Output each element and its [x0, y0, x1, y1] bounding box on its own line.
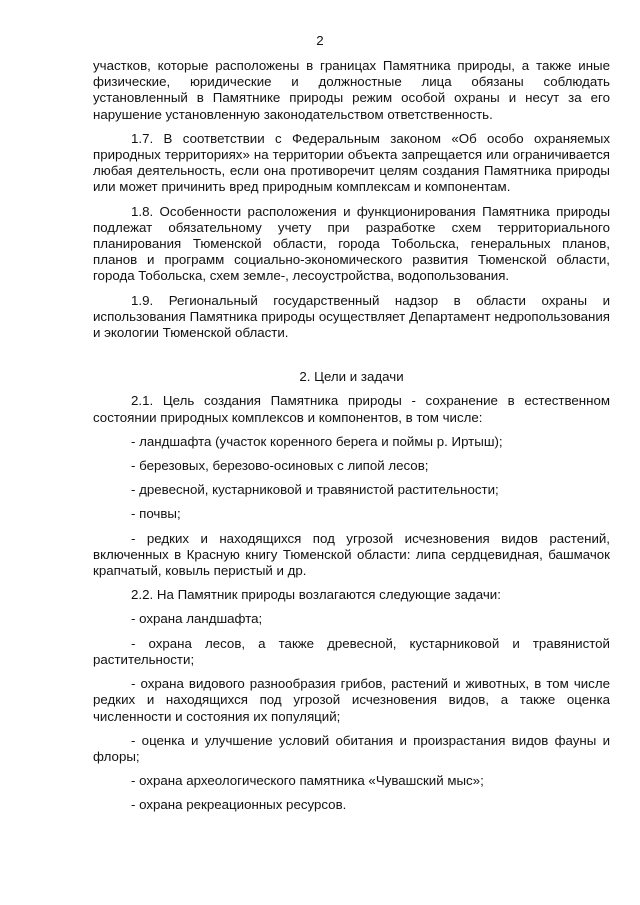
list-item: - охрана лесов, а также древесной, кустарниковой и травянистой растительности; — [93, 635, 610, 667]
list-item: - охрана ландшафта; — [131, 611, 263, 627]
list-item: - почвы; — [131, 506, 181, 522]
list-item: - ландшафта (участок коренного берега и поймы р. Иртыш); — [131, 433, 503, 449]
paragraph-2-2: 2.2. На Памятник природы возлагаются следующие задачи: — [131, 587, 501, 603]
list-item: - редких и находящихся под угрозой исчезновения видов растений, включенных в Красную книгу Тюменской области: липа сердцевидная, башмачок крапчатый, ковыль перистый и др. — [93, 530, 610, 579]
list-item: - березовых, березово-осиновых с липой лесов; — [131, 458, 429, 474]
list-item: - охрана видового разнообразия грибов, растений и животных, в том числе редких и находящихся под угрозой исчезновения видов, а также оценка численности и состояния их популяций; — [93, 676, 610, 724]
section-heading: 2. Цели и задачи — [299, 369, 404, 385]
list-item: - оценка и улучшение условий обитания и произрастания видов фауны и флоры; — [93, 732, 610, 764]
document-body — [93, 58, 610, 814]
list-item: - древесной, кустарниковой и травянистой растительности; — [131, 482, 499, 498]
paragraph-continuation: участков, которые расположены в границах Памятника природы, а также иные физические, юридические и должностные лица обязаны соблюдать установленный в Памятнике природы режим особой охраны и несут за его нарушение установленную законодательством ответственность. — [93, 58, 610, 122]
list-item: - охрана археологического памятника «Чувашский мыс»; — [131, 773, 484, 789]
paragraph-1-8: 1.8. Особенности расположения и функционирования Памятника природы подлежат обязательному учету при разработке схем территориального планирования Тюменской области, города Тобольска, генеральных планов, планов и программ социально-экономического развития Тюменской области, города Тобольска, схем земле-, лесоустройства, водопользования. — [93, 203, 610, 284]
list-item: - охрана рекреационных ресурсов. — [131, 797, 347, 813]
paragraph-1-7: 1.7. В соответствии с Федеральным законом «Об особо охраняемых природных территориях» на территории объекта запрещается или ограничивается любая деятельность, если она противоречит целям создания Памятника природы или может причинить вред природным комплексам и компонентам. — [93, 130, 610, 195]
page-number: 2 — [316, 33, 324, 48]
paragraph-1-9: 1.9. Региональный государственный надзор в области охраны и использования Памятника природы осуществляет Департамент недропользования и экологии Тюменской области. — [93, 292, 610, 341]
paragraph-2-1: 2.1. Цель создания Памятника природы - сохранение в естественном состоянии природных комплексов и компонентов, в том числе: — [93, 393, 610, 425]
